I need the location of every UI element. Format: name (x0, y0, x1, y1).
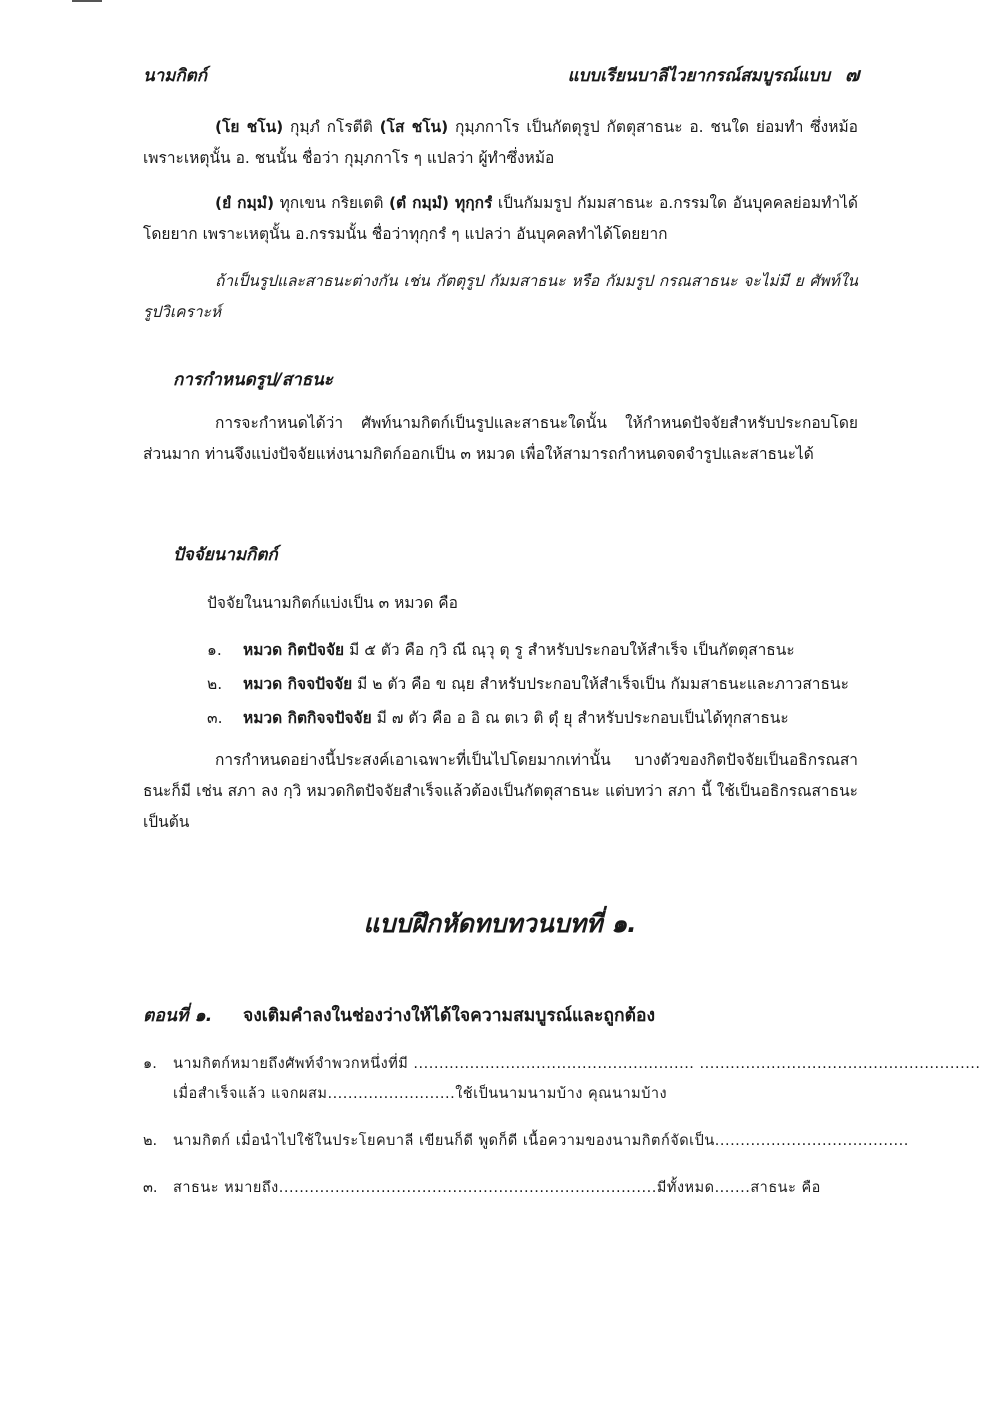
scan-mark (72, 0, 102, 2)
question-text: สาธนะ หมายถึง..........................................................................มีทั้งหมด.......สาธนะ คือ (173, 1180, 821, 1196)
example-2-text-a: ทุกเขน กริยเตติ (274, 194, 389, 212)
running-header-left: นามกิตก์ (143, 66, 207, 86)
suffix-group-2 (207, 671, 849, 696)
question-1-continued (143, 1082, 667, 1105)
exercise-part-label: ตอนที่ ๑. (143, 1006, 213, 1026)
example-1-subject: (โย ชโน) (215, 118, 284, 136)
example-2-text-b: เป็นกัมมรูป กัมมสาธนะ อ.กรรมใด อันบุคคลย่อมทำได้โดยยาก เพราะเหตุนั้น อ.กรรมนั้น ชื่อว่าทุกฺกรํ ๆ แปลว่า อันบุคคลทำได้โดยยาก (143, 194, 858, 243)
suffix-group-label: หมวด กิจจปัจจัย (243, 675, 353, 693)
example-2-result: (ตํ กมฺมํ) ทุกฺกรํ (388, 194, 493, 212)
exercise-title: แบบฝึกหัดทบทวนบทที่ ๑. (363, 909, 637, 938)
suffix-group-3 (207, 705, 789, 730)
suffix-group-label: หมวด กิตกิจจปัจจัย (243, 709, 372, 727)
suffix-group-label: หมวด กิตปัจจัย (243, 641, 345, 659)
question-text: เมื่อสำเร็จแล้ว แจกผสม.........................ใช้เป็นนามนามบ้าง คุณนามบ้าง (173, 1086, 668, 1102)
list-number: ๓. (207, 709, 223, 727)
exercise-instruction-text: จงเติมคำลงในช่องว่างให้ได้ใจความสมบูรณ์และถูกต้อง (243, 1006, 656, 1026)
example-paragraph-1 (143, 112, 858, 174)
section-heading-suffixes: ปัจจัยนามกิตก์ (173, 545, 278, 565)
question-number: ๓. (143, 1180, 158, 1196)
exercise-instruction (143, 1001, 655, 1029)
question-2 (143, 1129, 909, 1152)
question-text: นามกิตก์หมายถึงศัพท์จำพวกหนึ่งที่มี ....................................................... ....................................................... (173, 1056, 981, 1072)
example-1-text-b: กุมฺภกาโร เป็นกัตตุรูป กัตตุสาธนะ อ. ชนใด ย่อมทำ ซึ่งหม้อ เพราะเหตุนั้น อ. ชนนั้น ชื่อว่า กุมฺภกาโร ๆ แปลว่า ผู้ทำซึ่งหม้อ (143, 118, 858, 167)
example-1-text-a: กุมฺภํ กโรตีติ (283, 118, 380, 136)
list-number: ๑. (207, 641, 222, 659)
example-2-subject: (ยํ กมฺมํ) (215, 194, 275, 212)
suffix-group-text: มี ๕ ตัว คือ กฺวิ ณี ณฺวุ ตุ รู สำหรับประกอบให้สำเร็จ เป็นกัตตุสาธนะ (344, 641, 795, 659)
section-heading-form: การกำหนดรูป/สาธนะ (173, 370, 333, 390)
list-number: ๒. (207, 675, 223, 693)
running-header-right: แบบเรียนบาลีไวยากรณ์สมบูรณ์แบบ (567, 66, 830, 86)
section-body-form: การจะกำหนดได้ว่า ศัพท์นามกิตก์เป็นรูปและสาธนะใดนั้น ให้กำหนดปัจจัยสำหรับประกอบโดยส่วนมาก ท่านจึงแบ่งปัจจัยแห่งนามกิตก์ออกเป็น ๓ หมวด เพื่อให้สามารถกำหนดจดจำรูปและสาธนะได้ (143, 414, 858, 463)
example-paragraph-2 (143, 188, 858, 250)
suffix-group-1 (207, 637, 795, 662)
question-number: ๑. (143, 1056, 157, 1072)
question-1 (143, 1052, 981, 1075)
suffix-intro: ปัจจัยในนามกิตก์แบ่งเป็น ๓ หมวด คือ (207, 594, 458, 612)
suffix-group-text: มี ๒ ตัว คือ ข ณฺย สำหรับประกอบให้สำเร็จเป็น กัมมสาธนะและภาวสาธนะ (352, 675, 849, 693)
page-number: ๗ (845, 64, 860, 86)
question-text: นามกิตก์ เมื่อนำไปใช้ในประโยคบาลี เขียนก็ดี พูดก็ดี เนื้อความของนามกิตก์จัดเป็น...................................... (173, 1133, 909, 1149)
question-number: ๒. (143, 1133, 158, 1149)
suffix-group-text: มี ๗ ตัว คือ อ อิ ณ ตเว ติ ตุํ ยุ สำหรับประกอบเป็นได้ทุกสาธนะ (371, 709, 789, 727)
question-3 (143, 1176, 821, 1199)
example-note: ถ้าเป็นรูปและสาธนะต่างกัน เช่น กัตตุรูป กัมมสาธนะ หรือ กัมมรูป กรณสาธนะ จะไม่มี ย ศัพท์ในรูปวิเคราะห์ (143, 272, 858, 321)
example-1-result: (โส ชโน) (379, 118, 449, 136)
suffix-note: การกำหนดอย่างนี้ประสงค์เอาเฉพาะที่เป็นไปโดยมากเท่านั้น บางตัวของกิตปัจจัยเป็นอธิกรณสาธนะก็มี เช่น สภา ลง กฺวิ หมวดกิตปัจจัยสำเร็จแล้วต้องเป็นกัตตุสาธนะ แต่บทว่า สภา นี้ ใช้เป็นอธิกรณสาธนะเป็นต้น (143, 751, 858, 831)
